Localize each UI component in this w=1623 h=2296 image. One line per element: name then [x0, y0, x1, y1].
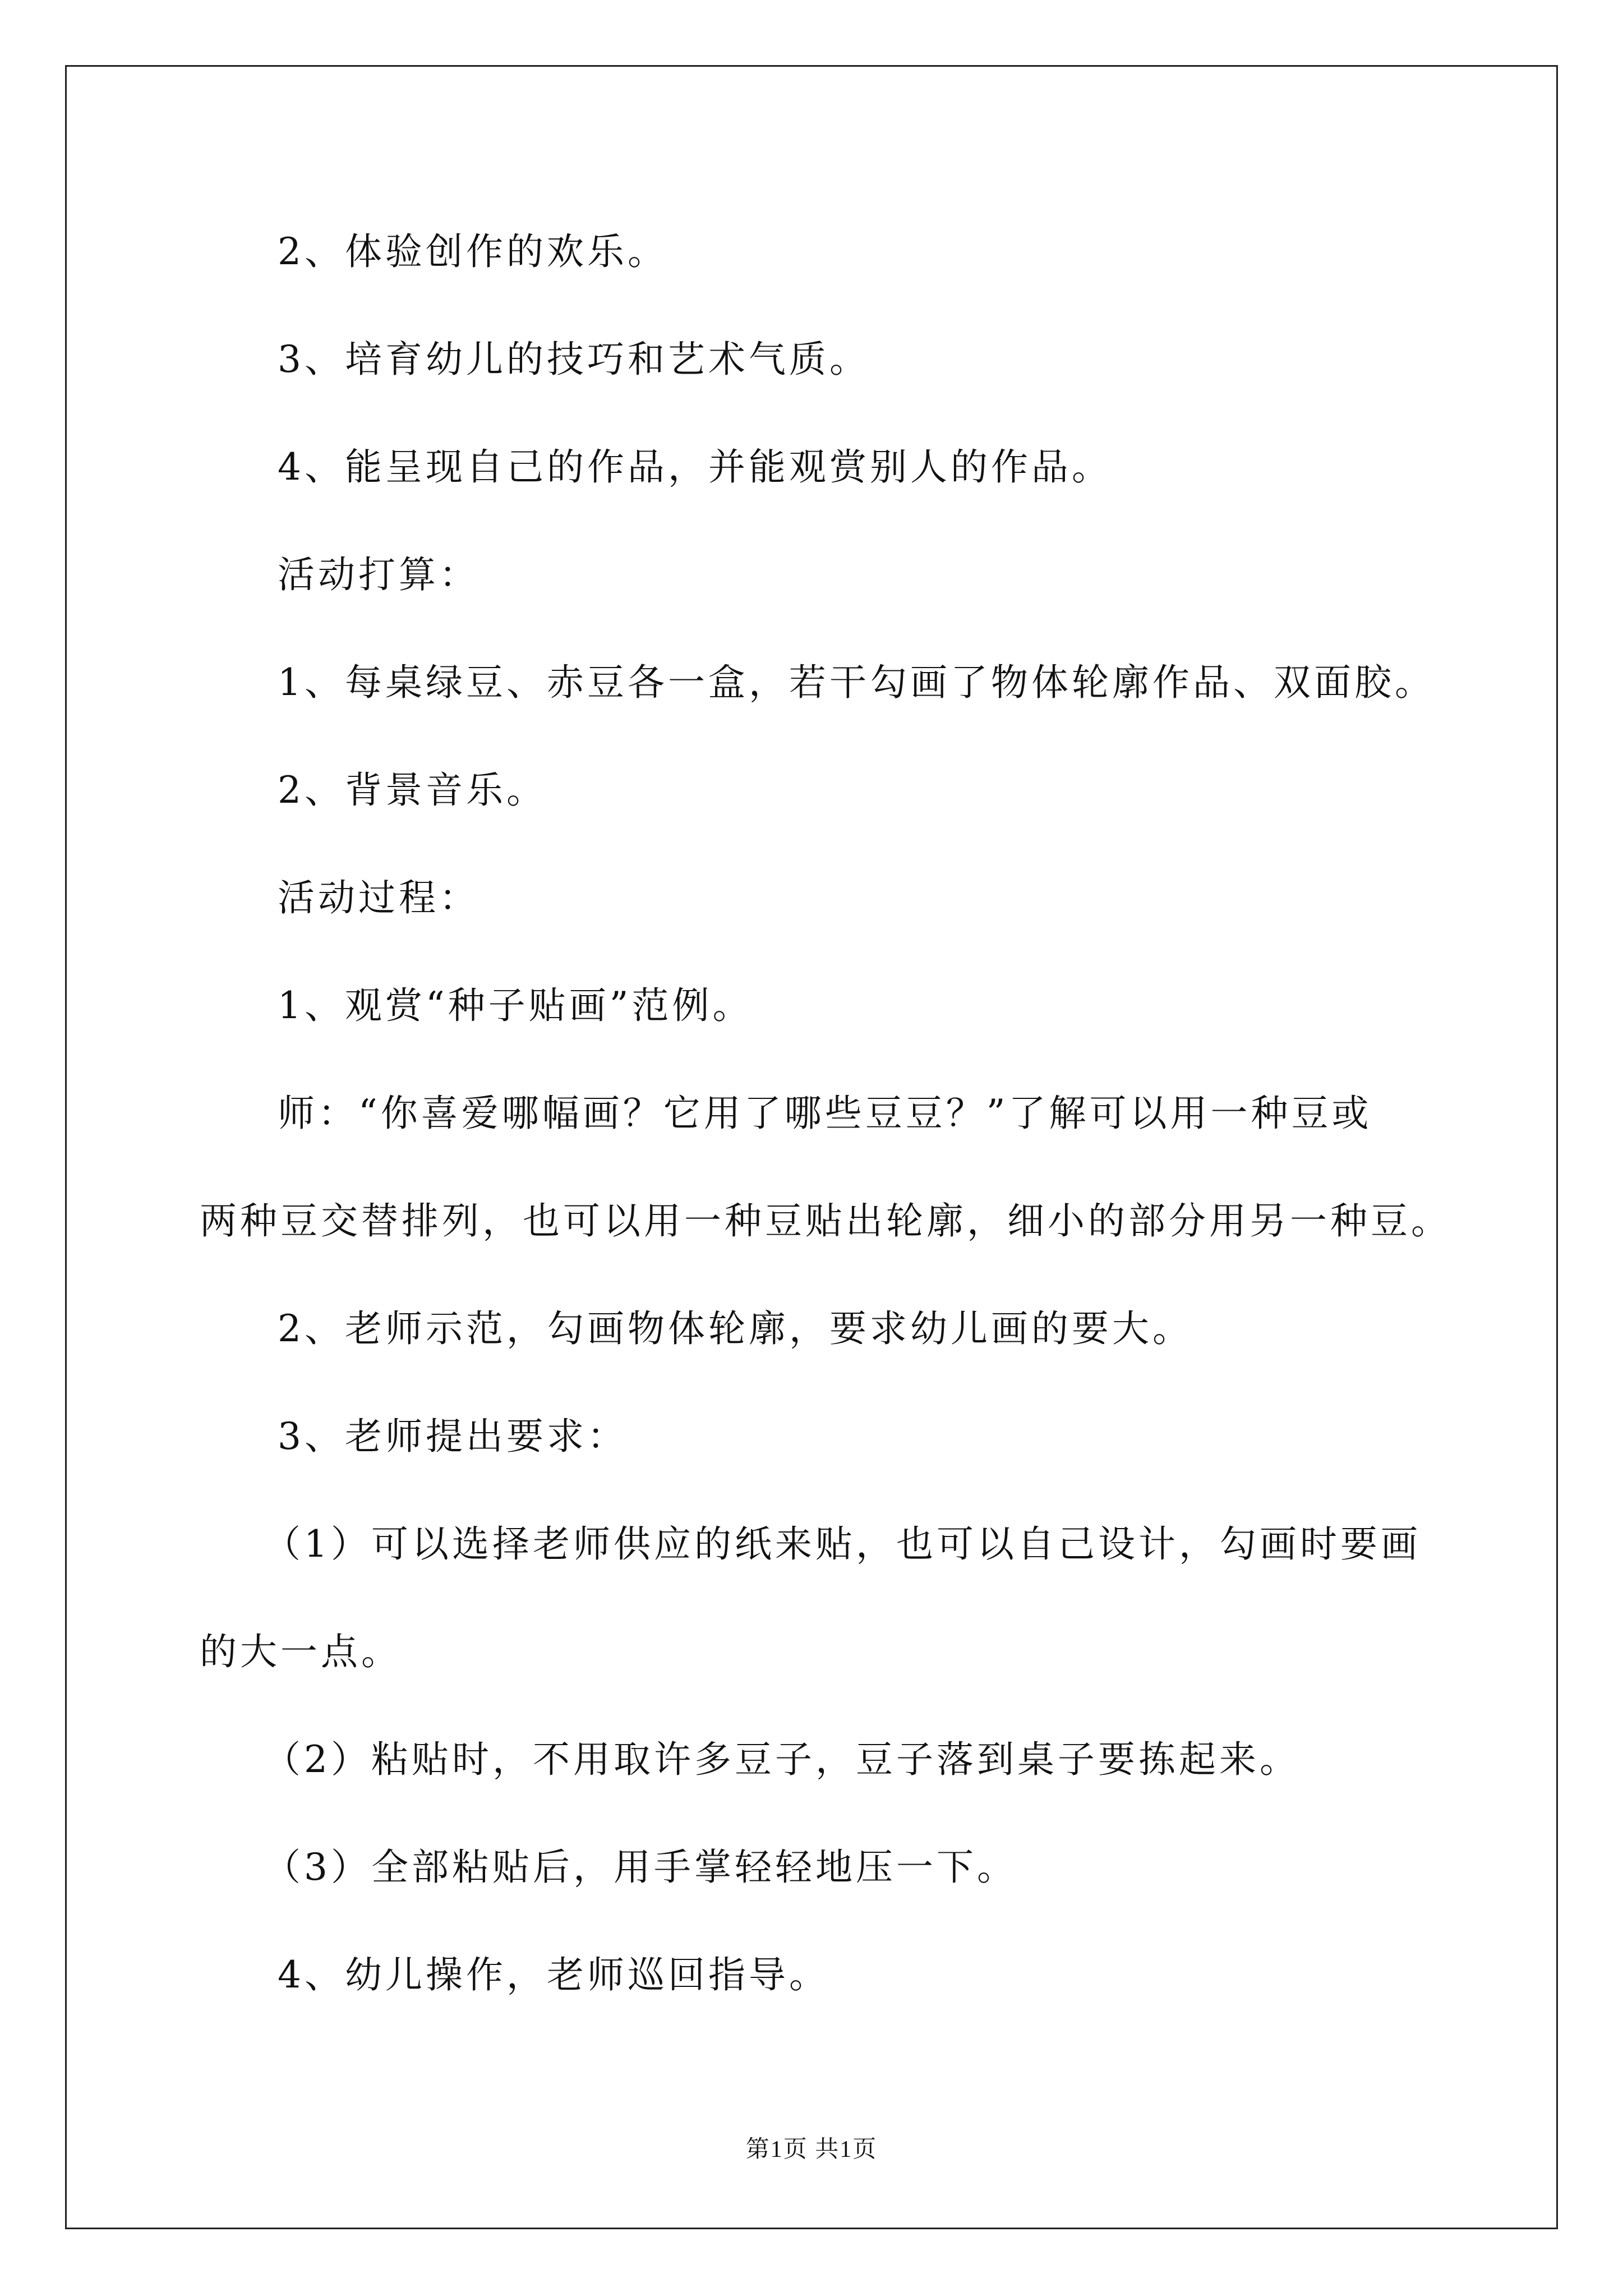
- paragraph-line: （2）粘贴时，不用取许多豆子，豆子落到桌子要拣起来。: [264, 1738, 1300, 1781]
- paragraph-line: 两种豆交替排列，也可以用一种豆贴出轮廓，细小的部分用另一种豆。: [200, 1199, 1451, 1243]
- paragraph-line: 2、体验创作的欢乐。: [278, 230, 668, 273]
- paragraph-line: 1、每桌绿豆、赤豆各一盒，若干勾画了物体轮廓作品、双面胶。: [278, 661, 1435, 704]
- paragraph-line: 3、培育幼儿的技巧和艺术气质。: [278, 338, 870, 381]
- paragraph-line: 1、观赏“种子贴画”范例。: [278, 984, 753, 1027]
- page-border: [65, 65, 1558, 2229]
- page-footer: 第1页 共1页: [745, 2137, 878, 2162]
- paragraph-line: （1）可以选择老师供应的纸来贴，也可以自己设计，勾画时要画: [264, 1522, 1421, 1566]
- section-heading: 活动打算：: [278, 553, 479, 596]
- paragraph-line: （3）全部粘贴后，用手掌轻轻地压一下。: [264, 1846, 1017, 1889]
- paragraph-line: 师：“你喜爱哪幅画？它用了哪些豆豆？”了解可以用一种豆或: [278, 1092, 1372, 1135]
- section-heading: 活动过程：: [278, 876, 479, 919]
- paragraph-line: 4、幼儿操作，老师巡回指导。: [278, 1953, 829, 1996]
- paragraph-line: 3、老师提出要求：: [278, 1415, 628, 1458]
- paragraph-line: 2、老师示范，勾画物体轮廓，要求幼儿画的要大。: [278, 1307, 1193, 1350]
- paragraph-line: 的大一点。: [200, 1630, 402, 1673]
- paragraph-line: 4、能呈现自己的作品，并能观赏别人的作品。: [278, 445, 1112, 489]
- paragraph-line: 2、背景音乐。: [278, 769, 547, 812]
